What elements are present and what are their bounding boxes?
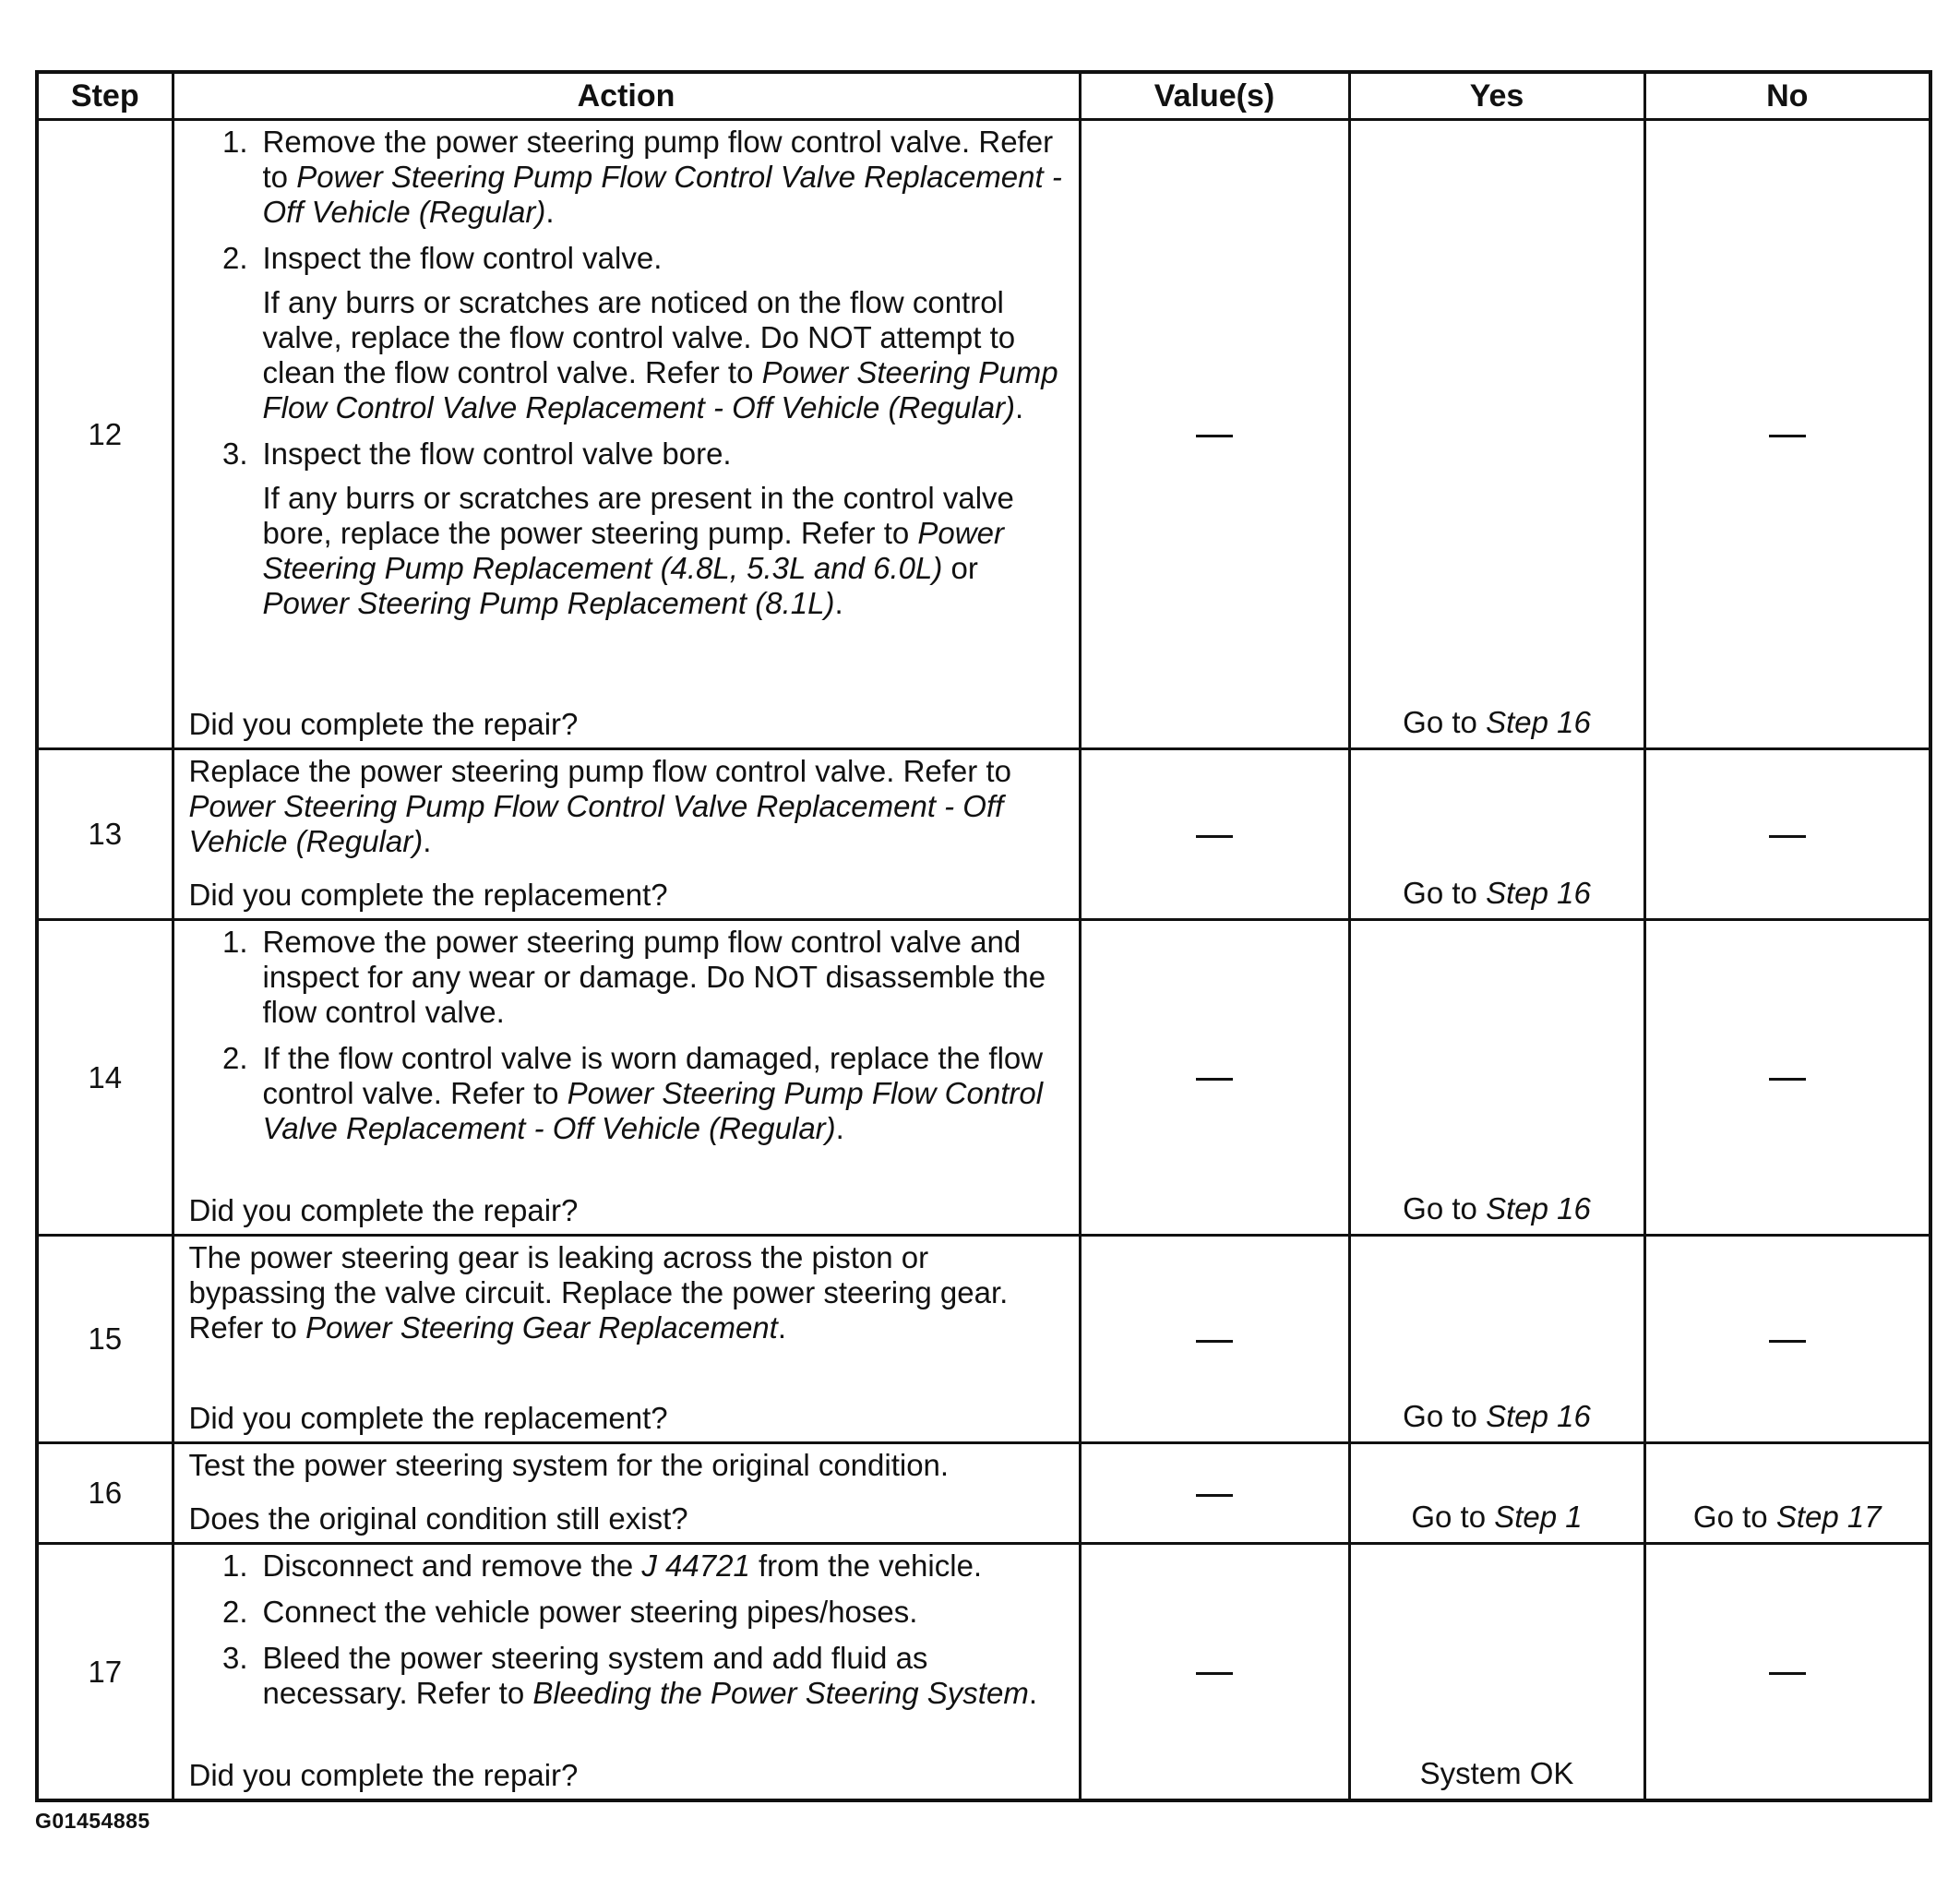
action-cell [173, 1544, 1080, 1801]
text-run: . [777, 1310, 786, 1345]
em-dash [1196, 1340, 1233, 1343]
action-content [189, 1548, 1066, 1793]
dash-value [1806, 417, 1807, 418]
dash-value [1233, 1321, 1234, 1322]
action-cell [173, 920, 1080, 1236]
no-cell [1644, 1236, 1930, 1443]
step-number: 16 [37, 1443, 173, 1544]
action-steps [189, 1548, 1066, 1722]
step-item-text [263, 436, 1066, 472]
text-run: . [423, 824, 432, 858]
text-run: Remove the power steering pump flow control valve and inspect for any wear or damage. Do NOT disassemble the flow control valve. [262, 925, 1046, 1029]
step-item-number: 2. [221, 1041, 248, 1075]
doc-reference: Power Steering Pump Flow Control Valve Replacement - Off Vehicle (Regular) [262, 1076, 1044, 1145]
no-cell [1644, 920, 1930, 1236]
step-item-body [263, 1595, 1066, 1630]
goto-prefix: Go to [1692, 1500, 1776, 1534]
text-run: Connect the vehicle power steering pipes/hoses. [262, 1595, 918, 1629]
action-step-item [189, 1548, 1066, 1584]
step-number: 14 [37, 920, 173, 1236]
action-question: Did you complete the replacement? [188, 878, 668, 912]
result-text: System OK [1419, 1756, 1574, 1790]
values-cell [1080, 1544, 1349, 1801]
doc-reference: Power Steering Pump Replacement (8.1L) [262, 586, 835, 620]
header-row [37, 72, 1930, 120]
goto-prefix: Go to [1403, 876, 1487, 910]
step-item-text [263, 1641, 1066, 1711]
action-content [189, 125, 1066, 742]
table-row [37, 920, 1930, 1236]
text-run: Replace the power steering pump flow control valve. Refer to [188, 754, 1011, 788]
text-run: . [1015, 390, 1024, 424]
values-cell [1080, 120, 1349, 749]
step-item-body [263, 1641, 1066, 1711]
no-cell [1644, 749, 1930, 920]
dash-value [1233, 1476, 1234, 1477]
text-run: from the vehicle. [749, 1548, 983, 1583]
no-cell [1644, 120, 1930, 749]
header-no: No [1644, 72, 1930, 120]
yes-cell-content [1356, 1756, 1638, 1791]
doc-reference: Power Steering Gear Replacement [305, 1310, 778, 1345]
action-content [189, 925, 1066, 1228]
em-dash [1196, 1672, 1233, 1675]
action-question: Did you complete the repair? [188, 1758, 579, 1792]
step-number: 13 [37, 749, 173, 920]
action-cell [173, 1236, 1080, 1443]
step-item-detail [263, 285, 1066, 425]
yes-text [1403, 876, 1591, 911]
no-cell-content [1652, 1500, 1924, 1535]
text-run: . [545, 195, 555, 229]
yes-text [1403, 1399, 1591, 1434]
dash-value [1233, 1060, 1234, 1061]
step-link[interactable]: Step 16 [1486, 876, 1591, 910]
yes-cell-content [1356, 876, 1638, 911]
step-item-number: 1. [221, 925, 248, 959]
step-item-number: 2. [221, 1595, 248, 1629]
step-item-body [263, 436, 1066, 621]
step-item-body [263, 125, 1066, 230]
yes-text [1420, 1756, 1574, 1791]
em-dash [1196, 1078, 1233, 1081]
action-question: Did you complete the repair? [188, 707, 579, 741]
table-row [37, 1544, 1930, 1801]
step-item-body [263, 241, 1066, 425]
yes-cell-content [1356, 1399, 1638, 1434]
yes-cell [1349, 1443, 1644, 1544]
action-content [189, 1448, 1066, 1536]
step-item-number: 3. [221, 436, 248, 471]
action-step-item [189, 1641, 1066, 1711]
text-run: If the flow control valve is worn damaged, replace the flow control valve. Refer to [262, 1041, 1044, 1110]
yes-text [1411, 1500, 1582, 1535]
action-text [189, 1448, 1066, 1483]
step-item-text [263, 1595, 1066, 1630]
dash-value [1806, 1060, 1807, 1061]
em-dash [1196, 835, 1233, 838]
text-run: or [942, 551, 978, 585]
goto-prefix: Go to [1403, 705, 1487, 739]
step-link[interactable]: Step 17 [1775, 1500, 1882, 1534]
action-question: Does the original condition still exist? [188, 1501, 688, 1536]
text-run: . [1028, 1676, 1037, 1710]
em-dash [1769, 1340, 1806, 1343]
action-cell [173, 120, 1080, 749]
step-item-number: 1. [221, 1548, 248, 1583]
spacer [189, 1357, 1066, 1393]
text-run: . [834, 586, 843, 620]
header-action: Action [173, 72, 1080, 120]
text-run: Remove the power steering pump flow control valve. Refer to [262, 125, 1054, 194]
action-step-item [189, 241, 1066, 425]
yes-cell-content [1356, 1500, 1638, 1535]
em-dash [1769, 1672, 1806, 1675]
yes-text [1403, 1191, 1591, 1226]
yes-cell [1349, 920, 1644, 1236]
yes-cell [1349, 1544, 1644, 1801]
yes-cell [1349, 1236, 1644, 1443]
step-item-number: 3. [221, 1641, 248, 1675]
action-steps [189, 925, 1066, 1157]
text-run: Disconnect and remove the [262, 1548, 642, 1583]
table-row [37, 120, 1930, 749]
em-dash [1196, 435, 1233, 437]
header-yes: Yes [1349, 72, 1644, 120]
step-number: 12 [37, 120, 173, 749]
no-text [1693, 1500, 1882, 1535]
header-step: Step [37, 72, 173, 120]
values-cell [1080, 749, 1349, 920]
yes-text [1403, 705, 1591, 740]
action-cell [173, 749, 1080, 920]
em-dash [1769, 1078, 1806, 1081]
step-item-number: 2. [221, 241, 248, 275]
table-row [37, 749, 1930, 920]
step-item-body [263, 1041, 1066, 1146]
action-text [189, 754, 1066, 859]
table-row [37, 1236, 1930, 1443]
doc-reference: Power Steering Pump Flow Control Valve Replacement - Off Vehicle (Regular) [262, 160, 1062, 229]
table-body [37, 120, 1930, 1801]
yes-cell [1349, 749, 1644, 920]
text-run: Inspect the flow control valve. [262, 241, 663, 275]
goto-prefix: Go to [1403, 1399, 1487, 1433]
goto-prefix: Go to [1403, 1191, 1487, 1225]
doc-reference: Power Steering Pump Flow Control Valve Replacement - Off Vehicle (Regular) [262, 355, 1058, 424]
action-step-item [189, 125, 1066, 230]
dash-value [1233, 1655, 1234, 1656]
dash-value [1806, 1655, 1807, 1656]
action-step-item [189, 1595, 1066, 1630]
step-number: 17 [37, 1544, 173, 1801]
values-cell [1080, 920, 1349, 1236]
no-cell [1644, 1544, 1930, 1801]
dash-value [1806, 817, 1807, 818]
action-cell [173, 1443, 1080, 1544]
text-run: Bleed the power steering system and add fluid as necessary. Refer to [262, 1641, 928, 1710]
action-step-item [189, 1041, 1066, 1146]
step-number: 15 [37, 1236, 173, 1443]
step-item-number: 1. [221, 125, 248, 159]
action-content [189, 754, 1066, 913]
yes-cell-content [1356, 1191, 1638, 1226]
text-run: The power steering gear is leaking across the piston or bypassing the valve circuit. Replace the power steering gear. Refer to [188, 1240, 1009, 1345]
action-steps [189, 125, 1066, 632]
step-link[interactable]: Step 16 [1486, 1191, 1591, 1225]
step-link[interactable]: Step 1 [1494, 1500, 1583, 1534]
table-header [37, 72, 1930, 120]
values-cell [1080, 1236, 1349, 1443]
yes-cell [1349, 120, 1644, 749]
text-run: If any burrs or scratches are noticed on the flow control valve, replace the flow control valve. Do NOT attempt to clean the flow control valve. Refer to [262, 285, 1016, 389]
diagnostic-table [35, 70, 1932, 1802]
text-run: If any burrs or scratches are present in the control valve bore, replace the power steering pump. Refer to [262, 481, 1014, 550]
action-text [189, 1240, 1066, 1345]
yes-cell-content [1356, 705, 1638, 740]
step-item-body [263, 1548, 1066, 1584]
no-cell [1644, 1443, 1930, 1544]
step-item-text [263, 241, 1066, 276]
doc-reference: J 44721 [641, 1548, 750, 1583]
dash-value [1233, 417, 1234, 418]
dash-value [1233, 817, 1234, 818]
doc-reference: Power Steering Pump Flow Control Valve Replacement - Off Vehicle (Regular) [188, 789, 1004, 858]
action-question: Did you complete the replacement? [188, 1401, 668, 1435]
values-cell [1080, 1443, 1349, 1544]
table-row [37, 1443, 1930, 1544]
step-item-text [263, 925, 1066, 1030]
doc-reference: Power Steering Pump Replacement (4.8L, 5.3L and 6.0L) [262, 516, 1004, 585]
figure-id: G01454885 [35, 1809, 150, 1833]
action-step-item [189, 925, 1066, 1030]
text-run: Test the power steering system for the original condition. [188, 1448, 950, 1482]
dash-value [1806, 1321, 1807, 1322]
doc-reference: Bleeding the Power Steering System [532, 1676, 1029, 1710]
em-dash [1769, 835, 1806, 838]
step-item-detail [263, 481, 1066, 621]
step-item-text [263, 125, 1066, 230]
em-dash [1196, 1494, 1233, 1497]
header-values: Value(s) [1080, 72, 1349, 120]
goto-prefix: Go to [1411, 1500, 1495, 1534]
step-item-text [263, 1548, 1066, 1584]
em-dash [1769, 435, 1806, 437]
action-content [189, 1240, 1066, 1436]
text-run: . [835, 1111, 844, 1145]
step-link[interactable]: Step 16 [1486, 1399, 1591, 1433]
action-step-item [189, 436, 1066, 621]
action-question: Did you complete the repair? [188, 1193, 579, 1227]
step-item-text [263, 1041, 1066, 1146]
step-link[interactable]: Step 16 [1486, 705, 1591, 739]
step-item-body [263, 925, 1066, 1030]
text-run: Inspect the flow control valve bore. [262, 436, 732, 471]
